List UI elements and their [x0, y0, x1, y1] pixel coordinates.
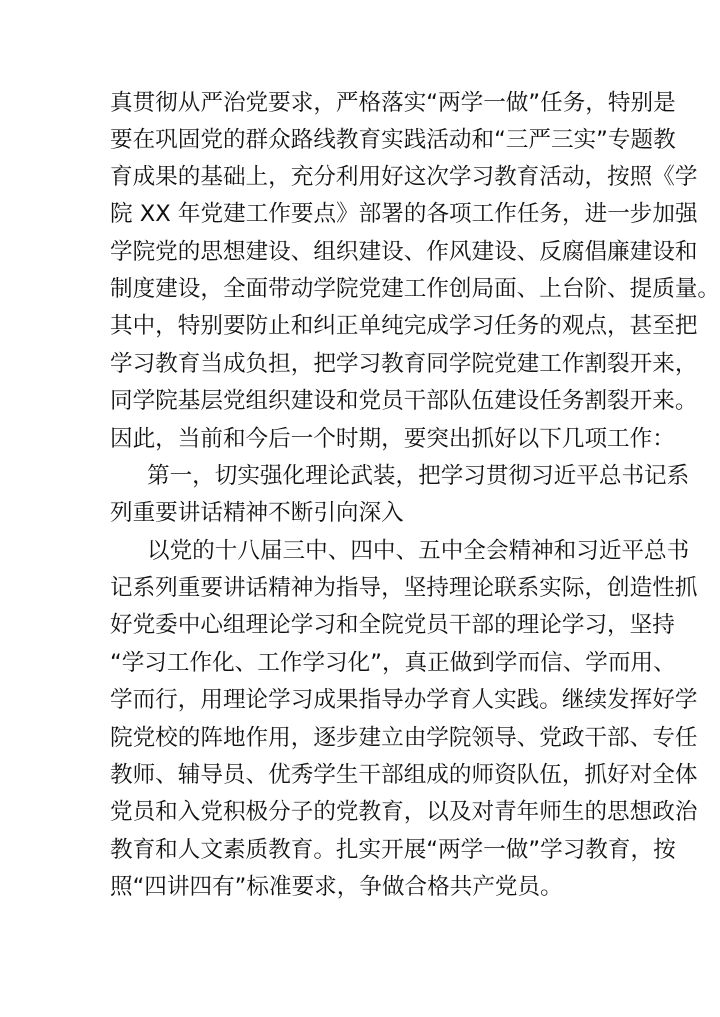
text-line: 要在巩固党的群众路线教育实践活动和“三严三实”专题教 — [110, 127, 676, 153]
text-line: 制度建设，全面带动学院党建工作创局面、上台阶、提质量。 — [110, 276, 720, 302]
text-line: 党员和入党积极分子的党教育，以及对青年师生的思想政治 — [110, 799, 698, 825]
text-line: 同学院基层党组织建设和党员干部队伍建设任务割裂开来。 — [110, 388, 698, 414]
text-line: 好党委中心组理论学习和全院党员干部的理论学习，坚持 — [110, 612, 675, 638]
text-line: 育成果的基础上，充分利用好这次学习教育活动，按照《学 — [110, 164, 698, 190]
text-line: 学而行，用理论学习成果指导办学育人实践。继续发挥好学 — [110, 687, 698, 713]
text-line: 院 XX 年党建工作要点》部署的各项工作任务，进一步加强 — [110, 201, 698, 227]
text-line: 学习教育当成负担，把学习教育同学院党建工作割裂开来， — [110, 351, 698, 377]
text-line: 教育和人文素质教育。扎实开展“两学一做”学习教育，按 — [110, 837, 676, 863]
text-line: “学习工作化、工作学习化”，真正做到学而信、学而用、 — [110, 650, 676, 676]
section-heading: 第一，切实强化理论武装，把学习贯彻习近平总书记系 — [147, 463, 690, 489]
text-line: 院党校的阵地作用，逐步建立由学院领导、党政干部、专任 — [110, 725, 698, 751]
text-line: 因此，当前和今后一个时期，要突出抓好以下几项工作： — [110, 426, 675, 452]
text-line: 真贯彻从严治党要求，严格落实“两学一做”任务，特别是 — [110, 90, 676, 116]
text-line: 照“四讲四有”标准要求，争做合格共产党员。 — [110, 874, 563, 900]
section-heading: 列重要讲话精神不断引向深入 — [110, 500, 404, 526]
text-line: 记系列重要讲话精神为指导，坚持理论联系实际，创造性抓 — [110, 575, 698, 601]
text-line: 以党的十八届三中、四中、五中全会精神和习近平总书 — [147, 538, 690, 564]
text-line: 其中，特别要防止和纠正单纯完成学习任务的观点，甚至把 — [110, 313, 698, 339]
text-line: 教师、辅导员、优秀学生干部组成的师资队伍，抓好对全体 — [110, 762, 698, 788]
text-line: 学院党的思想建设、组织建设、作风建设、反腐倡廉建设和 — [110, 239, 698, 265]
